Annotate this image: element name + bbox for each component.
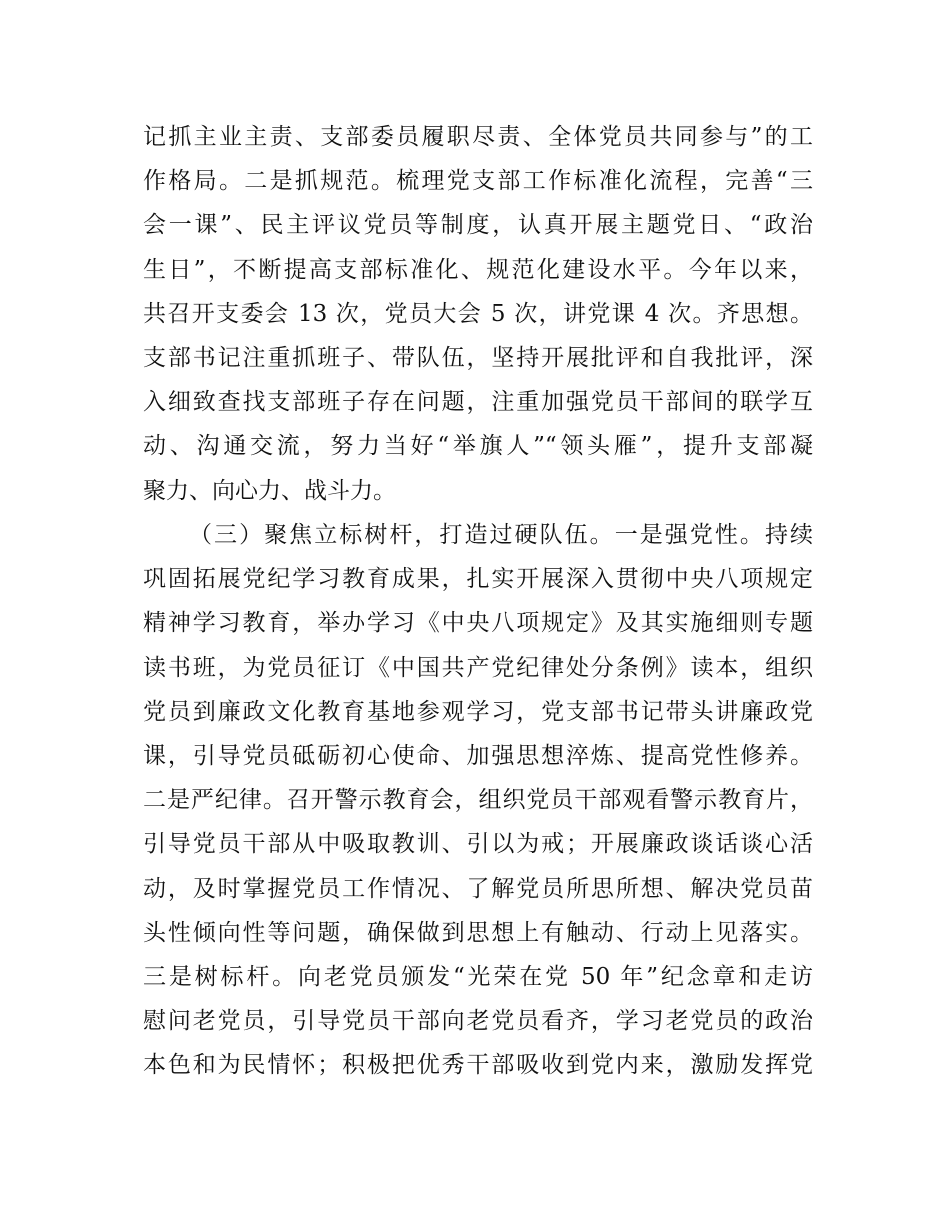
paragraph-2-line: 课，引导党员砥砺初心使命、加强思想淬炼、提高党性修养。 xyxy=(143,742,813,769)
paragraph-2-line: 引导党员干部从中吸取教训、引以为戒；开展廉政谈话谈心活 xyxy=(143,831,813,858)
paragraph-1-line: 会一课”、民主评议党员等制度，认真开展主题党日、“政治 xyxy=(143,212,813,239)
paragraph-1-line: 生日”，不断提高支部标准化、规范化建设水平。今年以来， xyxy=(143,256,813,283)
paragraph-2-line: 慰问老党员，引导党员干部向老党员看齐，学习老党员的政治 xyxy=(143,1008,813,1035)
paragraph-1-line: 动、沟通交流，努力当好“举旗人”“领头雁”，提升支部凝 xyxy=(143,433,813,460)
paragraph-2-line: 读书班，为党员征订《中国共产党纪律处分条例》读本，组织 xyxy=(143,654,813,681)
paragraph-2-line: 巩固拓展党纪学习教育成果，扎实开展深入贯彻中央八项规定 xyxy=(143,566,813,593)
paragraph-1 xyxy=(143,115,813,513)
paragraph-2 xyxy=(143,513,813,1087)
paragraph-2-line: 党员到廉政文化教育基地参观学习，党支部书记带头讲廉政党 xyxy=(143,698,813,725)
paragraph-2-line: 头性倾向性等问题，确保做到思想上有触动、行动上见落实。 xyxy=(143,919,813,946)
paragraph-1-line: 共召开支委会 13 次，党员大会 5 次，讲党课 4 次。齐思想。 xyxy=(143,300,813,327)
paragraph-2-line: 动，及时掌握党员工作情况、了解党员所思所想、解决党员苗 xyxy=(143,875,813,902)
paragraph-1-line: 聚力、向心力、战斗力。 xyxy=(143,477,396,504)
paragraph-2-line: 精神学习教育，举办学习《中央八项规定》及其实施细则专题 xyxy=(143,610,813,637)
paragraph-2-line: 二是严纪律。召开警示教育会，组织党员干部观看警示教育片， xyxy=(143,787,813,814)
paragraph-2-line: 三是树标杆。向老党员颁发“光荣在党 50 年”纪念章和走访 xyxy=(143,963,813,990)
paragraph-1-line: 作格局。二是抓规范。梳理党支部工作标准化流程，完善“三 xyxy=(143,168,813,195)
paragraph-1-line: 支部书记注重抓班子、带队伍，坚持开展批评和自我批评，深 xyxy=(143,344,813,371)
paragraph-2-line: 本色和为民情怀；积极把优秀干部吸收到党内来，激励发挥党 xyxy=(143,1052,813,1079)
paragraph-2-line: （三）聚焦立标树杆，打造过硬队伍。一是强党性。持续 xyxy=(189,522,813,548)
paragraph-1-line: 入细致查找支部班子存在问题，注重加强党员干部间的联学互 xyxy=(143,389,813,416)
paragraph-1-line: 记抓主业主责、支部委员履职尽责、全体党员共同参与”的工 xyxy=(143,124,813,150)
